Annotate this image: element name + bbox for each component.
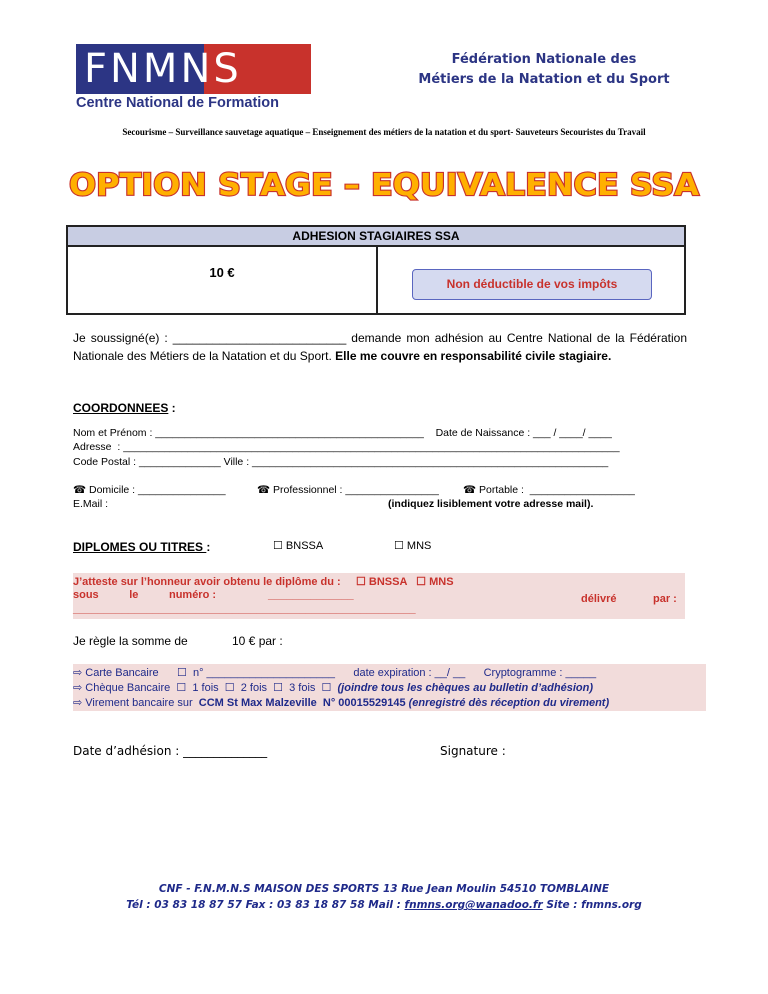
mobile-phone-field[interactable]: ☎ Portable : __________________: [463, 484, 635, 496]
name-birthdate-line[interactable]: Nom et Prénom : ______________________________________________ Date de Naissance : ___ / ____/ ____: [73, 427, 612, 439]
card-payment-line[interactable]: ⇨ Carte Bancaire ☐ n° _____________________ date expiration : __/ __ Cryptogramme : _____: [73, 667, 597, 679]
address-line[interactable]: Adresse : _____________________________________________________________________________________: [73, 441, 620, 453]
payment-box: [73, 664, 706, 711]
work-phone-field[interactable]: ☎ Professionnel : ________________: [257, 484, 439, 496]
table-title: ADHESION STAGIAIRES SSA: [68, 227, 684, 247]
date-adhesion-field[interactable]: Date d’adhésion : ______________: [73, 744, 268, 758]
cheque-payment-line[interactable]: ⇨ Chèque Bancaire ☐ 1 fois ☐ 2 fois ☐ 3 fois ☐ (joindre tous les chèques au bulletin d’adhésion): [73, 682, 593, 694]
declaration-text: Je soussigné(e) : __________________________ demande mon adhésion au Centre National de la Fédération Nationale des Métiers de la Natation et du Sport.: [73, 331, 687, 363]
home-phone-field[interactable]: ☎ Domicile : _______________: [73, 484, 226, 496]
par-label: par :: [653, 593, 677, 605]
payment-label: Je règle la somme de: [73, 634, 188, 648]
banner-text: OPTION STAGE – EQUIVALENCE SSA: [69, 168, 700, 203]
declaration: [73, 329, 687, 365]
delivered-label: délivré: [581, 593, 617, 605]
attestation-box: [73, 573, 685, 619]
tagline: Secourisme – Surveillance sauvetage aquatique – Enseignement des métiers de la natation et du sport- Sauveteurs Secouristes du Travail: [122, 127, 646, 137]
attestation-line3[interactable]: ________________________________________________________: [73, 603, 416, 615]
logo: [76, 44, 311, 94]
mns-checkbox[interactable]: ☐ MNS: [394, 540, 432, 552]
transfer-payment-line[interactable]: ⇨ Virement bancaire sur CCM St Max Malzeville N° 00015529145 (enregistré dès réception du virement): [73, 697, 610, 709]
federation-title: [360, 50, 728, 90]
signature-field[interactable]: Signature :: [440, 744, 506, 758]
federation-line1: Fédération Nationale des: [451, 52, 637, 67]
declaration-bold: Elle me couvre en responsabilité civile stagiaire.: [335, 349, 612, 363]
membership-table: [66, 225, 686, 315]
logo-subtitle: Centre National de Formation: [76, 95, 280, 111]
price: 10 €: [209, 265, 235, 280]
federation-line2: Métiers de la Natation et du Sport: [418, 72, 670, 87]
postal-city-line[interactable]: Code Postal : ______________ Ville : _____________________________________________________________: [73, 456, 609, 468]
payment-amount: 10 € par :: [232, 634, 283, 648]
email-field[interactable]: E.Mail :: [73, 498, 109, 510]
footer-contact: Tél : 03 83 18 87 57 Fax : 03 83 18 87 58 Mail : fnmns.org@wanadoo.fr Site : fnmns.org: [126, 899, 642, 911]
footer-address: CNF - F.N.M.N.S MAISON DES SPORTS 13 Rue Jean Moulin 54510 TOMBLAINE: [158, 883, 610, 895]
logo-text: FNMNS: [84, 46, 242, 92]
attestation-line1[interactable]: J’atteste sur l’honneur avoir obtenu le diplôme du : ☐ BNSSA ☐ MNS: [73, 576, 454, 588]
attestation-line2[interactable]: sous le numéro : ______________: [73, 589, 354, 601]
footer-email-link[interactable]: fnmns.org@wanadoo.fr: [404, 899, 543, 911]
option-banner: [40, 165, 728, 205]
coordonnees-heading: COORDONNEES :: [73, 401, 176, 415]
tax-note-badge: Non déductible de vos impôts: [412, 269, 652, 300]
diplomes-heading: DIPLOMES OU TITRES :: [73, 540, 211, 554]
bnssa-checkbox[interactable]: ☐ BNSSA: [273, 540, 324, 552]
email-note: (indiquez lisiblement votre adresse mail).: [388, 498, 594, 510]
